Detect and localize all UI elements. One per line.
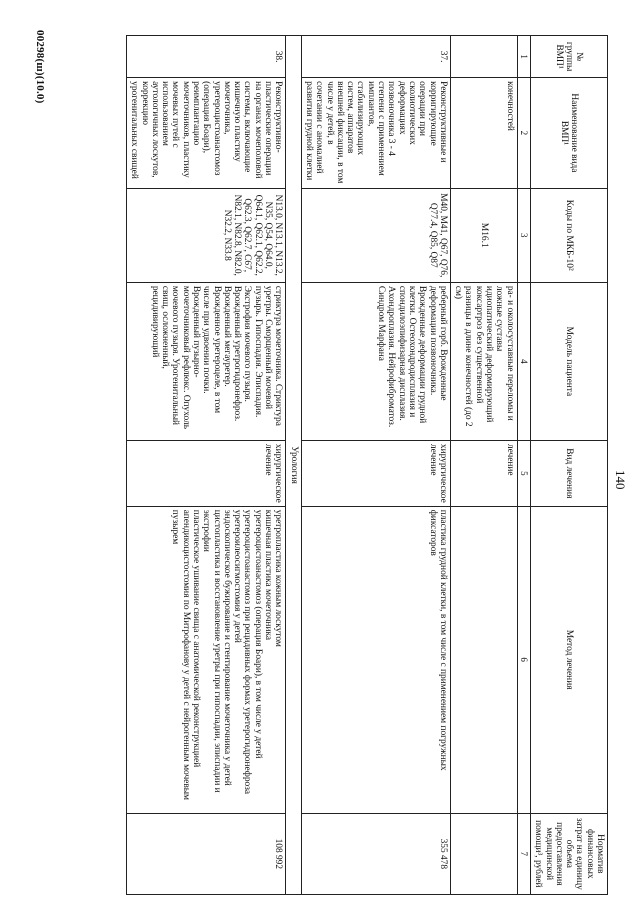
- header-treatment-type: Вид лечения: [530, 440, 607, 506]
- cont-cost: [450, 813, 517, 894]
- row-treatment-type: хирургическое лечение: [126, 440, 285, 506]
- row-vmp-name: Реконструктивные и корригирующие операции при сколиотических деформациях позвоночника 3 - 4 степени с применением имплантов, стабилизирующих систем, аппаратов внешней фиксации, в том числе у детей, в сочетании с аномалией развития грудной клетки: [301, 78, 450, 189]
- vmp-table: [126, 35, 608, 895]
- cont-name: конечностей: [450, 78, 517, 189]
- row-treatment-method: пластика грудной клетки, в том числе с применением погружных фиксаторов: [301, 506, 450, 813]
- cont-treatment: лечение: [450, 440, 517, 506]
- table-row: [126, 36, 285, 895]
- col-number: 6: [517, 506, 530, 813]
- column-number-row: [517, 36, 530, 895]
- cont-method: [450, 506, 517, 813]
- row-number: 37.: [301, 36, 450, 78]
- cont-model: ра- и околосуставные переломы и ложные суставы идиопатический деформирующий коксартроз без существенной разницы в длине конечностей (до 2 см): [450, 282, 517, 440]
- header-icd-codes: Коды по МКБ-10²: [530, 188, 607, 282]
- section-row: [286, 36, 301, 895]
- page-number: 140: [613, 470, 628, 490]
- row-treatment-type: хирургическое лечение: [301, 440, 450, 506]
- cont-code: M16.1: [450, 188, 517, 282]
- col-number: 2: [517, 78, 530, 189]
- section-title-urology: Урология: [286, 36, 301, 895]
- row-patient-model: стриктура мочеточника. Стриктура уретры. Сморщенный мочевой пузырь. Гипоспадия. Эписпадия. Экстрофия мочевого пузыря. Врожденный уретрогидронефроз. Врожденный мегауретер. Врожденное уретероцеле, в том числе при удвоении почки. Врожденный пузырно-мочеточниковый рефлюкс. Опухоль мочевого пузыря. Урогенитальный свищ, осложненный, рецидивирующий: [126, 282, 285, 440]
- row-vmp-name: Реконструктивно-пластические операции на органах мочеполовой системы, включающие кишечную пластику мочеточника, уретероцистоанастомоз (операция Боари), реимплантацию мочеточников, пластику мочевых путей с использованием аутологичных лоскутов, коррекцию урогенитальных свищей: [126, 78, 285, 189]
- row-cost: 108 992: [126, 813, 285, 894]
- col-number: 1: [517, 36, 530, 78]
- table-row: [301, 36, 450, 895]
- header-patient-model: Модель пациента: [530, 282, 607, 440]
- table-header-row: [530, 36, 607, 895]
- header-vmp-name: Наименование вида ВМП¹: [530, 78, 607, 189]
- col-number: 4: [517, 282, 530, 440]
- row-patient-model: реберный горб. Врожденные деформации позвоночника. Врожденные деформации грудной клетки. Остеохондродисплазия и спондилоэпифизарная дисплазия. Ахондроплазия. Нейрофиброматоз. Синдром Марфана: [301, 282, 450, 440]
- header-cost-norm: Норматив финансовых затрат на единицу объема предоставления медицинской помощи³, рублей: [530, 813, 607, 894]
- table-row: [450, 36, 517, 895]
- form-code: 00298(ш)(10.0): [34, 30, 46, 104]
- col-number: 7: [517, 813, 530, 894]
- row-icd-codes: M40, M41, Q67, Q76, Q77.4, Q85, Q87: [301, 188, 450, 282]
- row-cost: 355 478: [301, 813, 450, 894]
- header-treatment-method: Метод лечения: [530, 506, 607, 813]
- col-number: 5: [517, 440, 530, 506]
- header-group-number: № группы ВМП¹: [530, 36, 607, 78]
- row-treatment-method: уретропластика кожным лоскутом кишечная пластика мочеточника уретероцистоанастомоз (операция Боари), в том числе у детей уретероцистоанастомоз при рецидивных формах уретерогидронефроза уретероилеосигмостомия у детей эндоскопическое бужирование и стентирование мочеточника у детей цистопластика и восстановление уретры при гипоспадии, эписпадии и экстрофии пластическое ушивание свища с анатомической реконструкцией апендикоцистостомия по Митрофанову у детей с нейрогенным мочевым пузырем: [126, 506, 285, 813]
- row-number: 38.: [126, 36, 285, 78]
- row-icd-codes: N13.0, N13.1, N13.2, N35, Q54, Q64.0, Q64.1, Q62.1, Q62.2, Q62.3, Q62.7, C67, N82.1, N82.8, N82.0, N32.2, N33.8: [126, 188, 285, 282]
- col-number: 3: [517, 188, 530, 282]
